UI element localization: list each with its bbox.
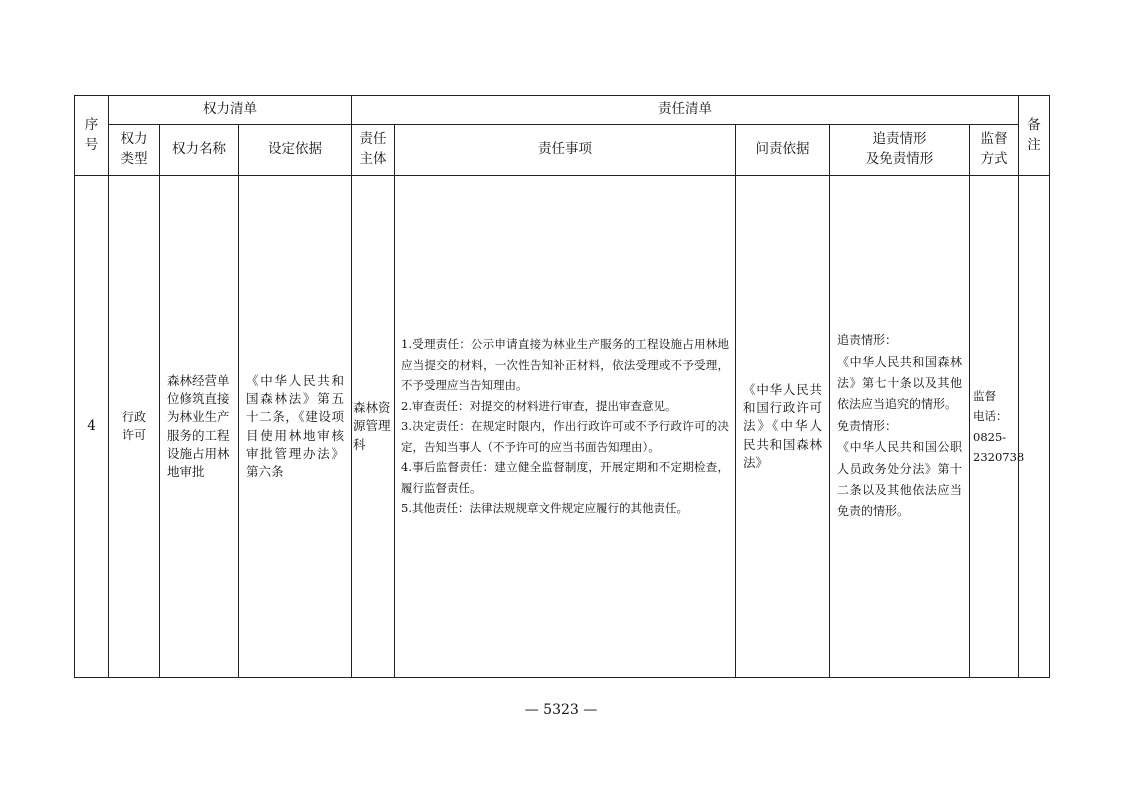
row-seq: 4 — [75, 176, 109, 678]
header-responsibility-list: 责任清单 — [352, 96, 1019, 125]
header-supervision-label: 监督方式 — [980, 131, 1008, 167]
responsibility-item: 4.事后监督责任：建立健全监督制度，开展定期和不定期检查，履行监督责任。 — [401, 460, 730, 495]
responsibility-item: 3.决定责任：在规定时限内，作出行政许可或不予行政许可的决定，告知当事人（不予许可的应当书面告知理由）。 — [401, 419, 730, 454]
pursue-item: 免责情形： — [837, 418, 898, 433]
header-subject — [352, 125, 395, 176]
header-seq-label: 序号 — [84, 116, 99, 153]
supervision-line2: 电话： — [973, 409, 1008, 424]
header-subject-label: 责任主体 — [359, 131, 387, 167]
header-remarks-label: 备注 — [1027, 116, 1041, 153]
header-pursue-line2: 及免责情形 — [865, 151, 934, 167]
header-power-type — [109, 125, 160, 176]
row-power-name — [160, 176, 239, 678]
header-remarks — [1019, 96, 1050, 176]
row-supervision — [970, 176, 1025, 678]
supervision-text — [970, 386, 1025, 467]
pursue-item: 《中华人民共和国森林法》第七十条以及其他依法应当追究的情形。 — [837, 354, 963, 412]
header-pursue-line1: 追责情形 — [872, 131, 927, 148]
pursue-item: 《中华人民共和国公职人员政务处分法》第十二条以及其他依法应当免责的情形。 — [837, 440, 963, 519]
responsibility-item: 2.审查责任：对提交的材料进行审查，提出审查意见。 — [401, 398, 677, 413]
pursue-item: 追责情形： — [837, 333, 898, 348]
header-basis: 设定依据 — [239, 125, 352, 176]
responsibility-item: 1.受理责任：公示申请直接为林业生产服务的工程设施占用林地应当提交的材料，一次性告知补正材料，依法受理或不予受理，不予受理应当告知理由。 — [401, 337, 730, 393]
header-power-type-label: 权力类型 — [120, 131, 148, 167]
pursue-items — [830, 330, 969, 522]
table-row — [75, 176, 1050, 678]
row-power-type — [109, 176, 160, 678]
row-subject-text: 森林资源管理科 — [353, 400, 391, 452]
supervision-line1: 监督 — [973, 389, 997, 404]
header-seq — [75, 96, 109, 176]
supervision-line4: 2320738 — [973, 449, 1025, 464]
row-power-type-text: 行政许可 — [121, 410, 146, 442]
supervision-line3: 0825- — [973, 429, 1007, 444]
responsibility-item: 5.其他责任：法律法规规章文件规定应履行的其他责任。 — [401, 501, 688, 516]
row-accountability-basis — [736, 176, 830, 678]
row-accountability-basis-text: 《中华人民共和国行政许可法》《中华人民共和国森林法》 — [743, 382, 823, 470]
responsibility-table — [74, 95, 1050, 678]
header-pursue — [830, 125, 970, 176]
header-supervision — [970, 125, 1019, 176]
row-subject — [352, 176, 395, 678]
row-power-name-text: 森林经营单位修筑直接为林业生产服务的工程设施占用林地审批 — [167, 373, 230, 479]
header-power-name: 权力名称 — [160, 125, 239, 176]
row-matters — [395, 176, 736, 678]
row-basis — [239, 176, 352, 678]
responsibility-items — [395, 334, 735, 518]
row-pursue — [830, 176, 970, 678]
header-accountability-basis: 问责依据 — [736, 125, 830, 176]
row-basis-text: 《中华人民共和国森林法》第五十二条，《建设项目使用林地审核审批管理办法》第六条 — [246, 373, 345, 479]
page-number: — 5323 — — [524, 702, 598, 718]
row-remarks — [1019, 176, 1050, 678]
header-power-list: 权力清单 — [109, 96, 352, 125]
header-matters: 责任事项 — [395, 125, 736, 176]
